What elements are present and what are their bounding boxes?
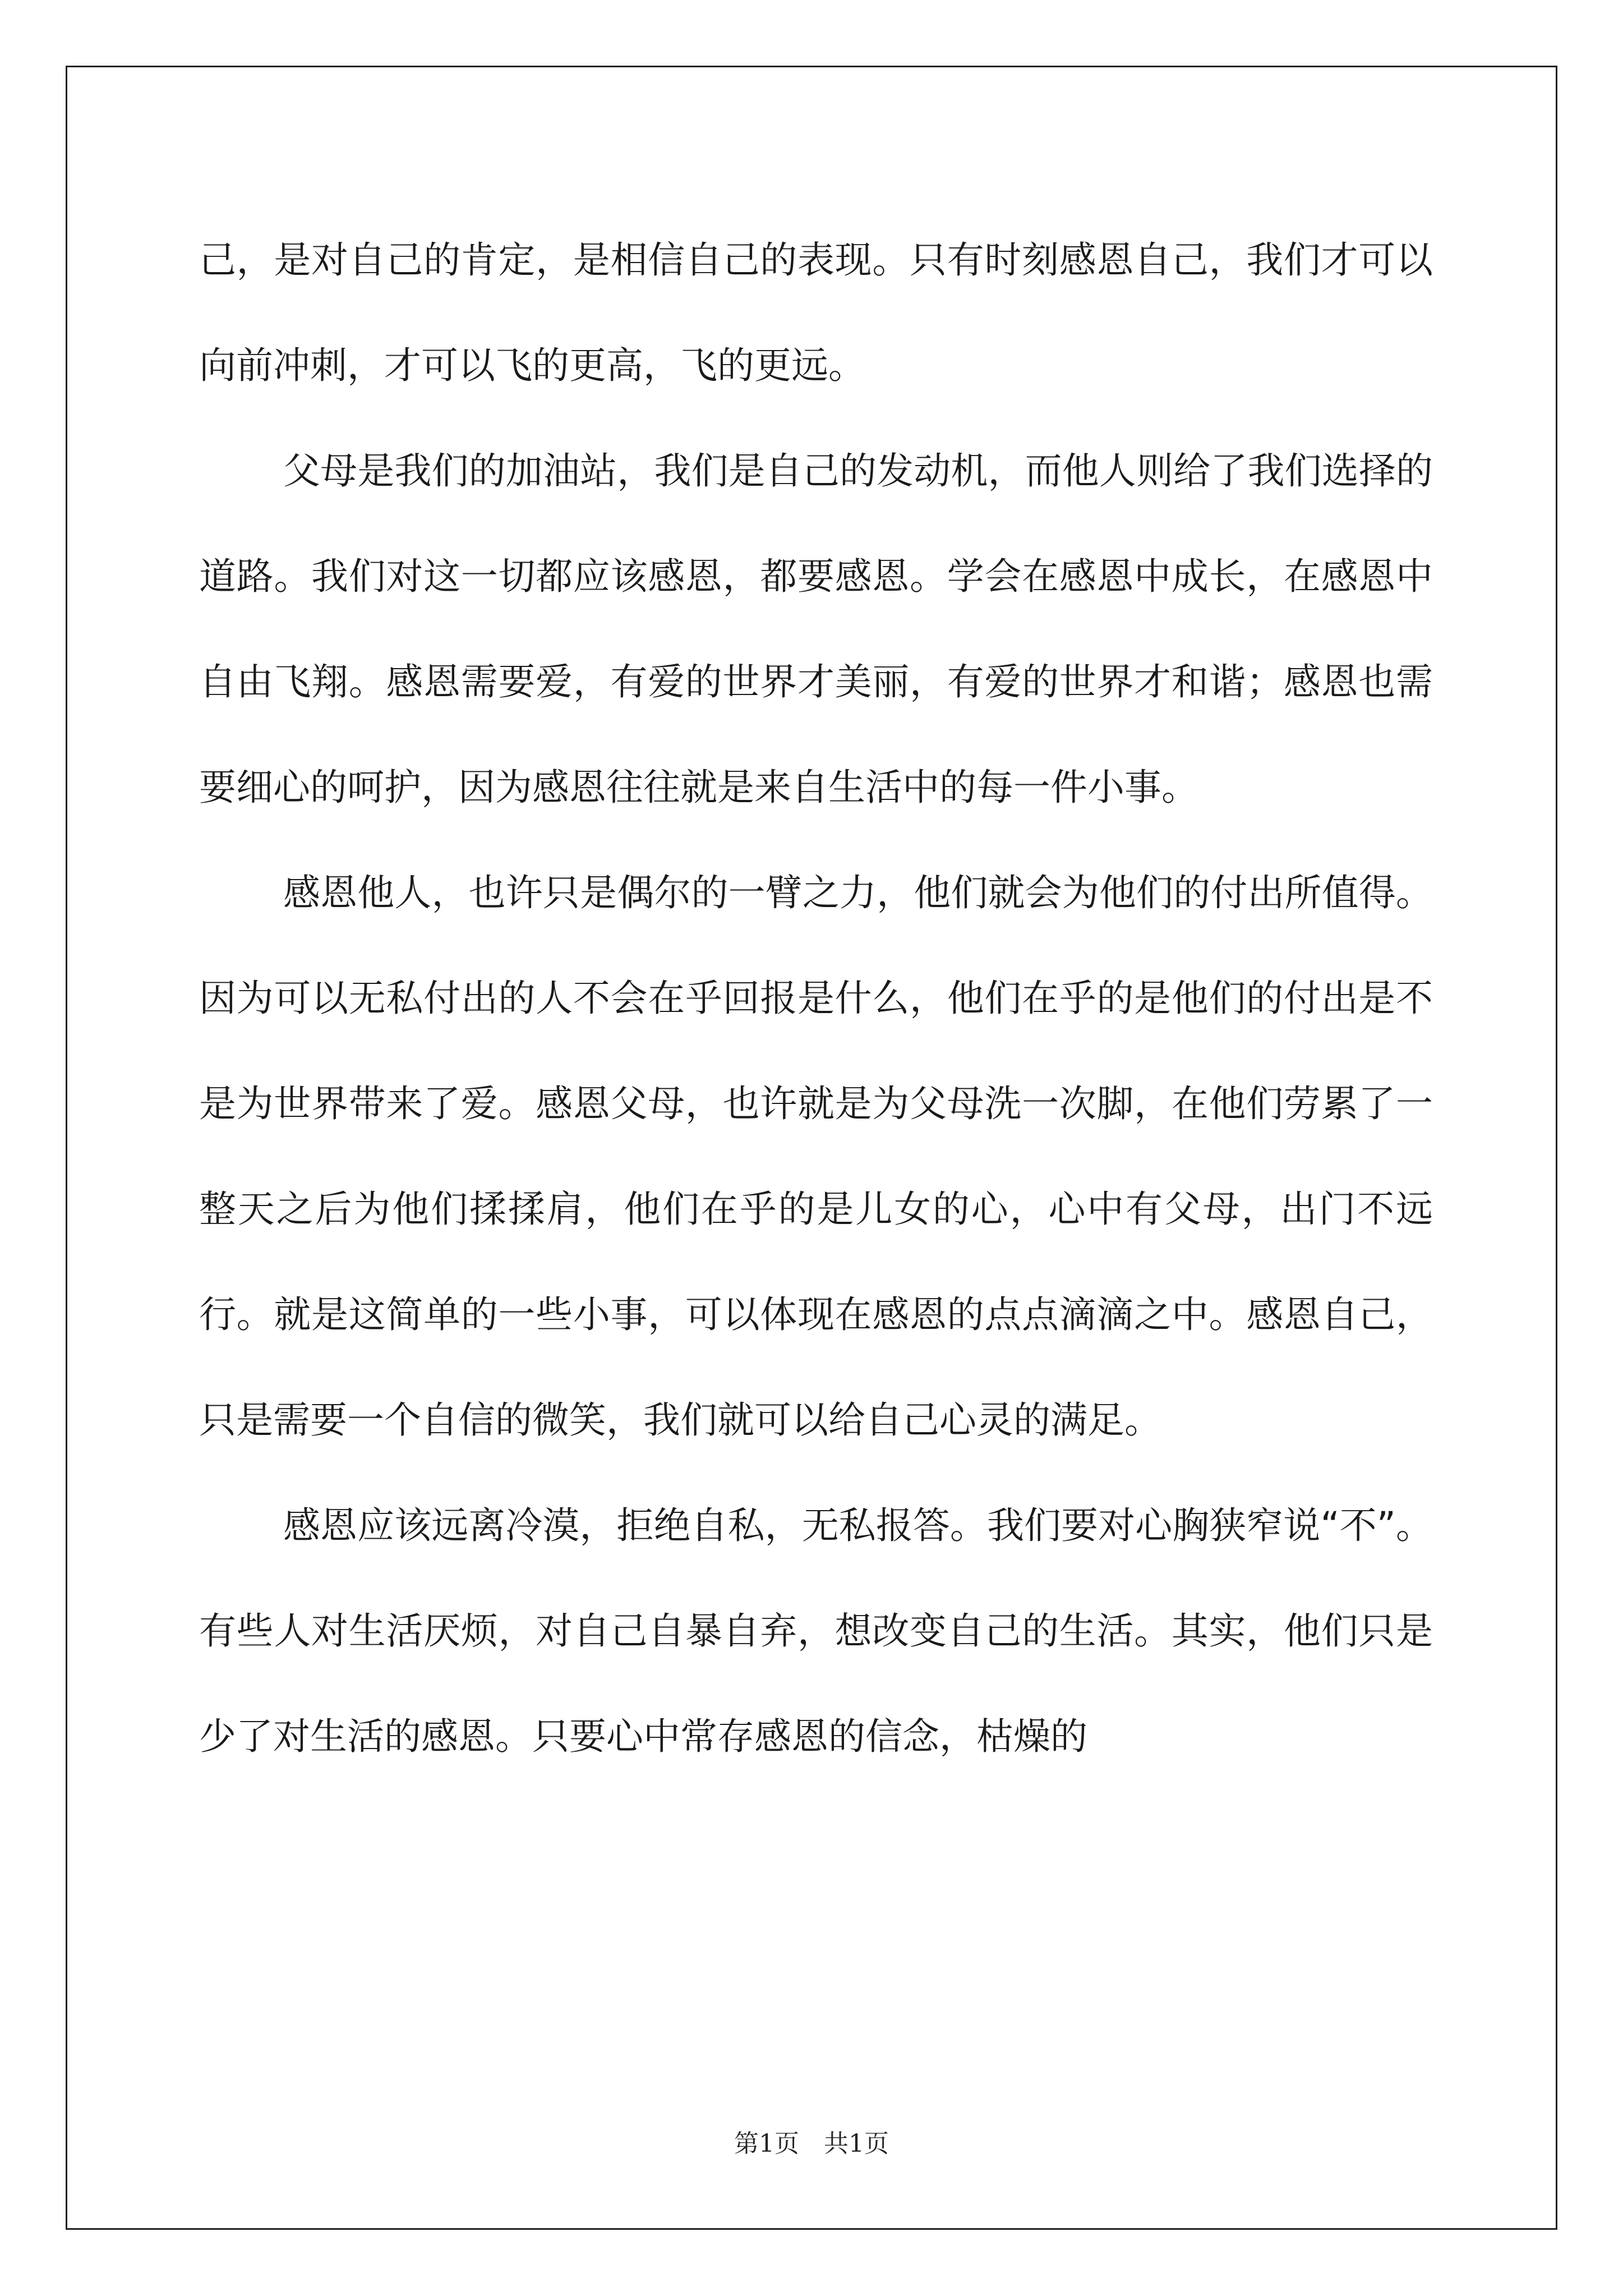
page-number-footer: 第1页 共1页 [734, 2129, 889, 2158]
paragraph-3: 感恩他人，也许只是偶尔的一臂之力，他们就会为他们的付出所值得。因为可以无私付出的人不会在乎回报是什么，他们在乎的是他们的付出是不是为世界带来了爱。感恩父母，也许就是为父母洗一次脚，在他们劳累了一整天之后为他们揉揉肩，他们在乎的是儿女的心，心中有父母，出门不远行。就是这简单的一些小事，可以体现在感恩的点点滴滴之中。感恩自己，只是需要一个自信的微笑，我们就可以给自己心灵的满足。 [199, 871, 1433, 1442]
paragraph-2: 父母是我们的加油站，我们是自己的发动机，而他人则给了我们选择的道路。我们对这一切都应该感恩，都要感恩。学会在感恩中成长，在感恩中自由飞翔。感恩需要爱，有爱的世界才美丽，有爱的世界才和谐；感恩也需要细心的呵护，因为感恩往往就是来自生活中的每一件小事。 [199, 449, 1433, 809]
paragraph-1: 己，是对自己的肯定，是相信自己的表现。只有时刻感恩自己，我们才可以向前冲刺，才可以飞的更高，飞的更远。 [199, 238, 1433, 387]
document-body [199, 208, 1433, 1789]
paragraph-4: 感恩应该远离冷漠，拒绝自私，无私报答。我们要对心胸狭窄说“不”。有些人对生活厌烦，对自己自暴自弃，想改变自己的生活。其实，他们只是少了对生活的感恩。只要心中常存感恩的信念，枯燥的 [199, 1504, 1433, 1758]
